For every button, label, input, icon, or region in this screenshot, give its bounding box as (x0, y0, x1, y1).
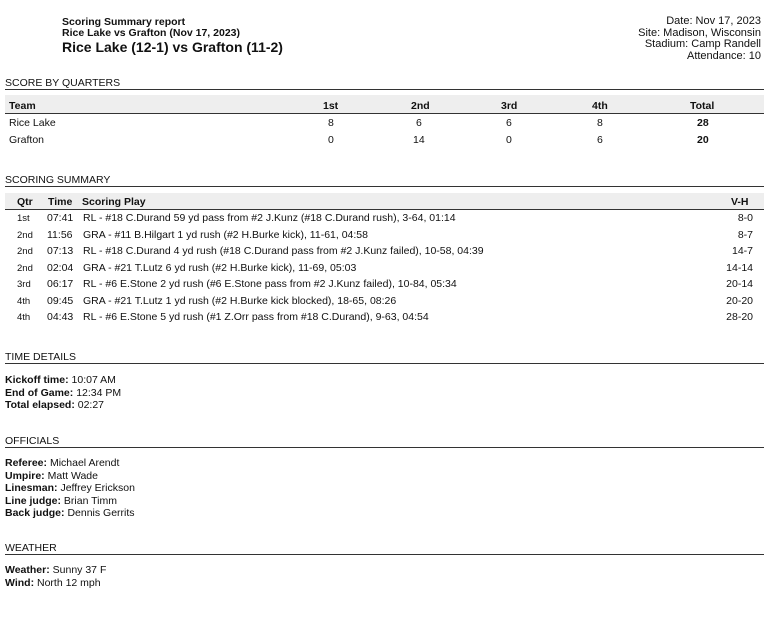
weather-list (5, 564, 106, 589)
score-q2: 14 (413, 134, 425, 146)
scoring-play: RL - #6 E.Stone 5 yd rush (#1 Z.Orr pass from #18 C.Durand), 9-63, 04:54 (83, 311, 429, 323)
col-header-total: Total (690, 100, 715, 112)
matchup-records: Rice Lake (12-1) vs Grafton (11-2) (62, 39, 283, 55)
game-site: Site: Madison, Wisconsin (638, 26, 761, 39)
scoring-vh: 14-14 (726, 262, 753, 274)
team-name: Grafton (9, 134, 45, 146)
scoring-vh: 28-20 (726, 311, 753, 323)
matchup-date: Rice Lake vs Grafton (Nov 17, 2023) (62, 27, 240, 39)
official-name: Michael Arendt (49, 457, 120, 469)
col-header-q2: 2nd (411, 100, 430, 112)
official-linesman (5, 482, 135, 495)
section-rule (5, 554, 764, 555)
score-q1: 0 (328, 134, 334, 146)
section-title-quarters: SCORE BY QUARTERS (5, 77, 121, 89)
score-q4: 8 (597, 117, 603, 129)
official-label: Line judge: (5, 494, 61, 507)
scoring-qtr: 2nd (17, 230, 33, 241)
scoring-time: 02:04 (47, 262, 74, 274)
official-umpire (5, 470, 135, 483)
section-rule (5, 447, 764, 448)
official-name: Matt Wade (47, 469, 98, 482)
detail-value: 12:34 PM (76, 386, 122, 399)
official-line-judge (5, 495, 135, 508)
scoring-vh: 8-0 (737, 212, 753, 224)
scoring-play: RL - #18 C.Durand 4 yd rush (#18 C.Durand pass from #2 J.Kunz failed), 10-58, 04:39 (83, 245, 484, 257)
scoring-qtr: 2nd (17, 246, 33, 257)
section-title-officials: OFFICIALS (5, 435, 60, 447)
scoring-qtr: 1st (17, 213, 30, 224)
detail-value: 02:27 (77, 399, 105, 411)
col-header-team: Team (9, 100, 36, 112)
scoring-vh: 20-14 (726, 278, 753, 290)
col-header-vh: V-H (731, 196, 749, 208)
scoring-qtr: 3rd (17, 279, 31, 290)
col-header-play: Scoring Play (82, 196, 146, 208)
score-q2: 6 (416, 117, 422, 129)
score-q3: 6 (506, 117, 512, 129)
scoring-time: 06:17 (47, 278, 74, 290)
game-date: Date: Nov 17, 2023 (666, 15, 761, 27)
end-of-game (5, 387, 121, 400)
scoring-qtr: 4th (17, 312, 31, 323)
score-q3: 0 (506, 134, 512, 146)
scoring-time: 11:56 (47, 229, 73, 241)
score-total: 28 (697, 117, 709, 129)
team-name: Rice Lake (9, 117, 56, 129)
scoring-qtr: 4th (17, 296, 31, 307)
scoring-vh: 8-7 (737, 229, 753, 241)
scoring-time: 04:43 (47, 311, 74, 323)
weather-value: North 12 mph (36, 576, 101, 589)
section-rule (5, 363, 764, 364)
weather-wind (5, 577, 106, 590)
official-referee (5, 457, 135, 470)
weather-label: Weather: (5, 564, 50, 576)
time-details-list (5, 374, 121, 412)
detail-label: End of Game: (5, 386, 74, 399)
official-label: Linesman: (5, 482, 58, 494)
header-underline (5, 113, 764, 114)
scoring-vh: 20-20 (726, 295, 753, 307)
scoring-time: 07:41 (47, 212, 74, 224)
detail-label: Total elapsed: (5, 399, 75, 411)
detail-label: Kickoff time: (5, 374, 69, 386)
game-stadium: Stadium: Camp Randell (644, 38, 761, 50)
score-q4: 6 (597, 134, 603, 146)
report-title: Scoring Summary report (62, 16, 186, 28)
scoring-play: GRA - #21 T.Lutz 1 yd rush (#2 H.Burke kick blocked), 18-65, 08:26 (83, 295, 397, 307)
col-header-q3: 3rd (501, 100, 518, 112)
game-attendance: Attendance: 10 (686, 49, 761, 62)
official-label: Back judge: (5, 507, 65, 519)
scoring-play: GRA - #11 B.Hilgart 1 yd rush (#2 H.Burke kick), 11-61, 04:58 (83, 229, 368, 241)
quarters-header-bg (5, 95, 764, 113)
game-info (638, 16, 761, 62)
official-label: Referee: (5, 457, 48, 469)
col-header-q1: 1st (323, 100, 339, 112)
score-q1: 8 (328, 117, 334, 129)
official-label: Umpire: (5, 469, 45, 482)
col-header-time: Time (48, 196, 73, 208)
col-header-q4: 4th (592, 100, 608, 112)
detail-value: 10:07 AM (71, 374, 116, 386)
scoring-vh: 14-7 (731, 245, 753, 257)
scoring-time: 07:13 (47, 245, 74, 257)
scoring-play: RL - #18 C.Durand 59 yd pass from #2 J.Kunz (#18 C.Durand rush), 3-64, 01:14 (83, 212, 456, 224)
total-elapsed (5, 399, 121, 412)
section-rule (5, 186, 764, 187)
official-name: Jeffrey Erickson (60, 482, 135, 494)
official-name: Dennis Gerrits (67, 507, 135, 519)
weather-label: Wind: (5, 576, 35, 589)
scoring-time: 09:45 (47, 295, 74, 307)
official-name: Brian Timm (63, 494, 118, 507)
officials-list (5, 457, 135, 520)
header-underline (5, 209, 764, 210)
official-back-judge (5, 507, 135, 520)
scoring-play: RL - #6 E.Stone 2 yd rush (#6 E.Stone pass from #2 J.Kunz failed), 10-84, 05:34 (83, 278, 457, 290)
col-header-qtr: Qtr (17, 196, 33, 208)
section-title-time: TIME DETAILS (5, 351, 76, 363)
section-title-scoring: SCORING SUMMARY (5, 174, 111, 186)
score-total: 20 (697, 134, 709, 146)
scoring-qtr: 2nd (17, 263, 33, 274)
section-rule (5, 89, 764, 90)
report-header (62, 17, 283, 53)
weather-conditions (5, 564, 106, 577)
weather-value: Sunny 37 F (52, 564, 107, 576)
scoring-play: GRA - #21 T.Lutz 6 yd rush (#2 H.Burke kick), 11-69, 05:03 (83, 262, 357, 274)
section-title-weather: WEATHER (5, 542, 57, 554)
kickoff-time (5, 374, 121, 387)
